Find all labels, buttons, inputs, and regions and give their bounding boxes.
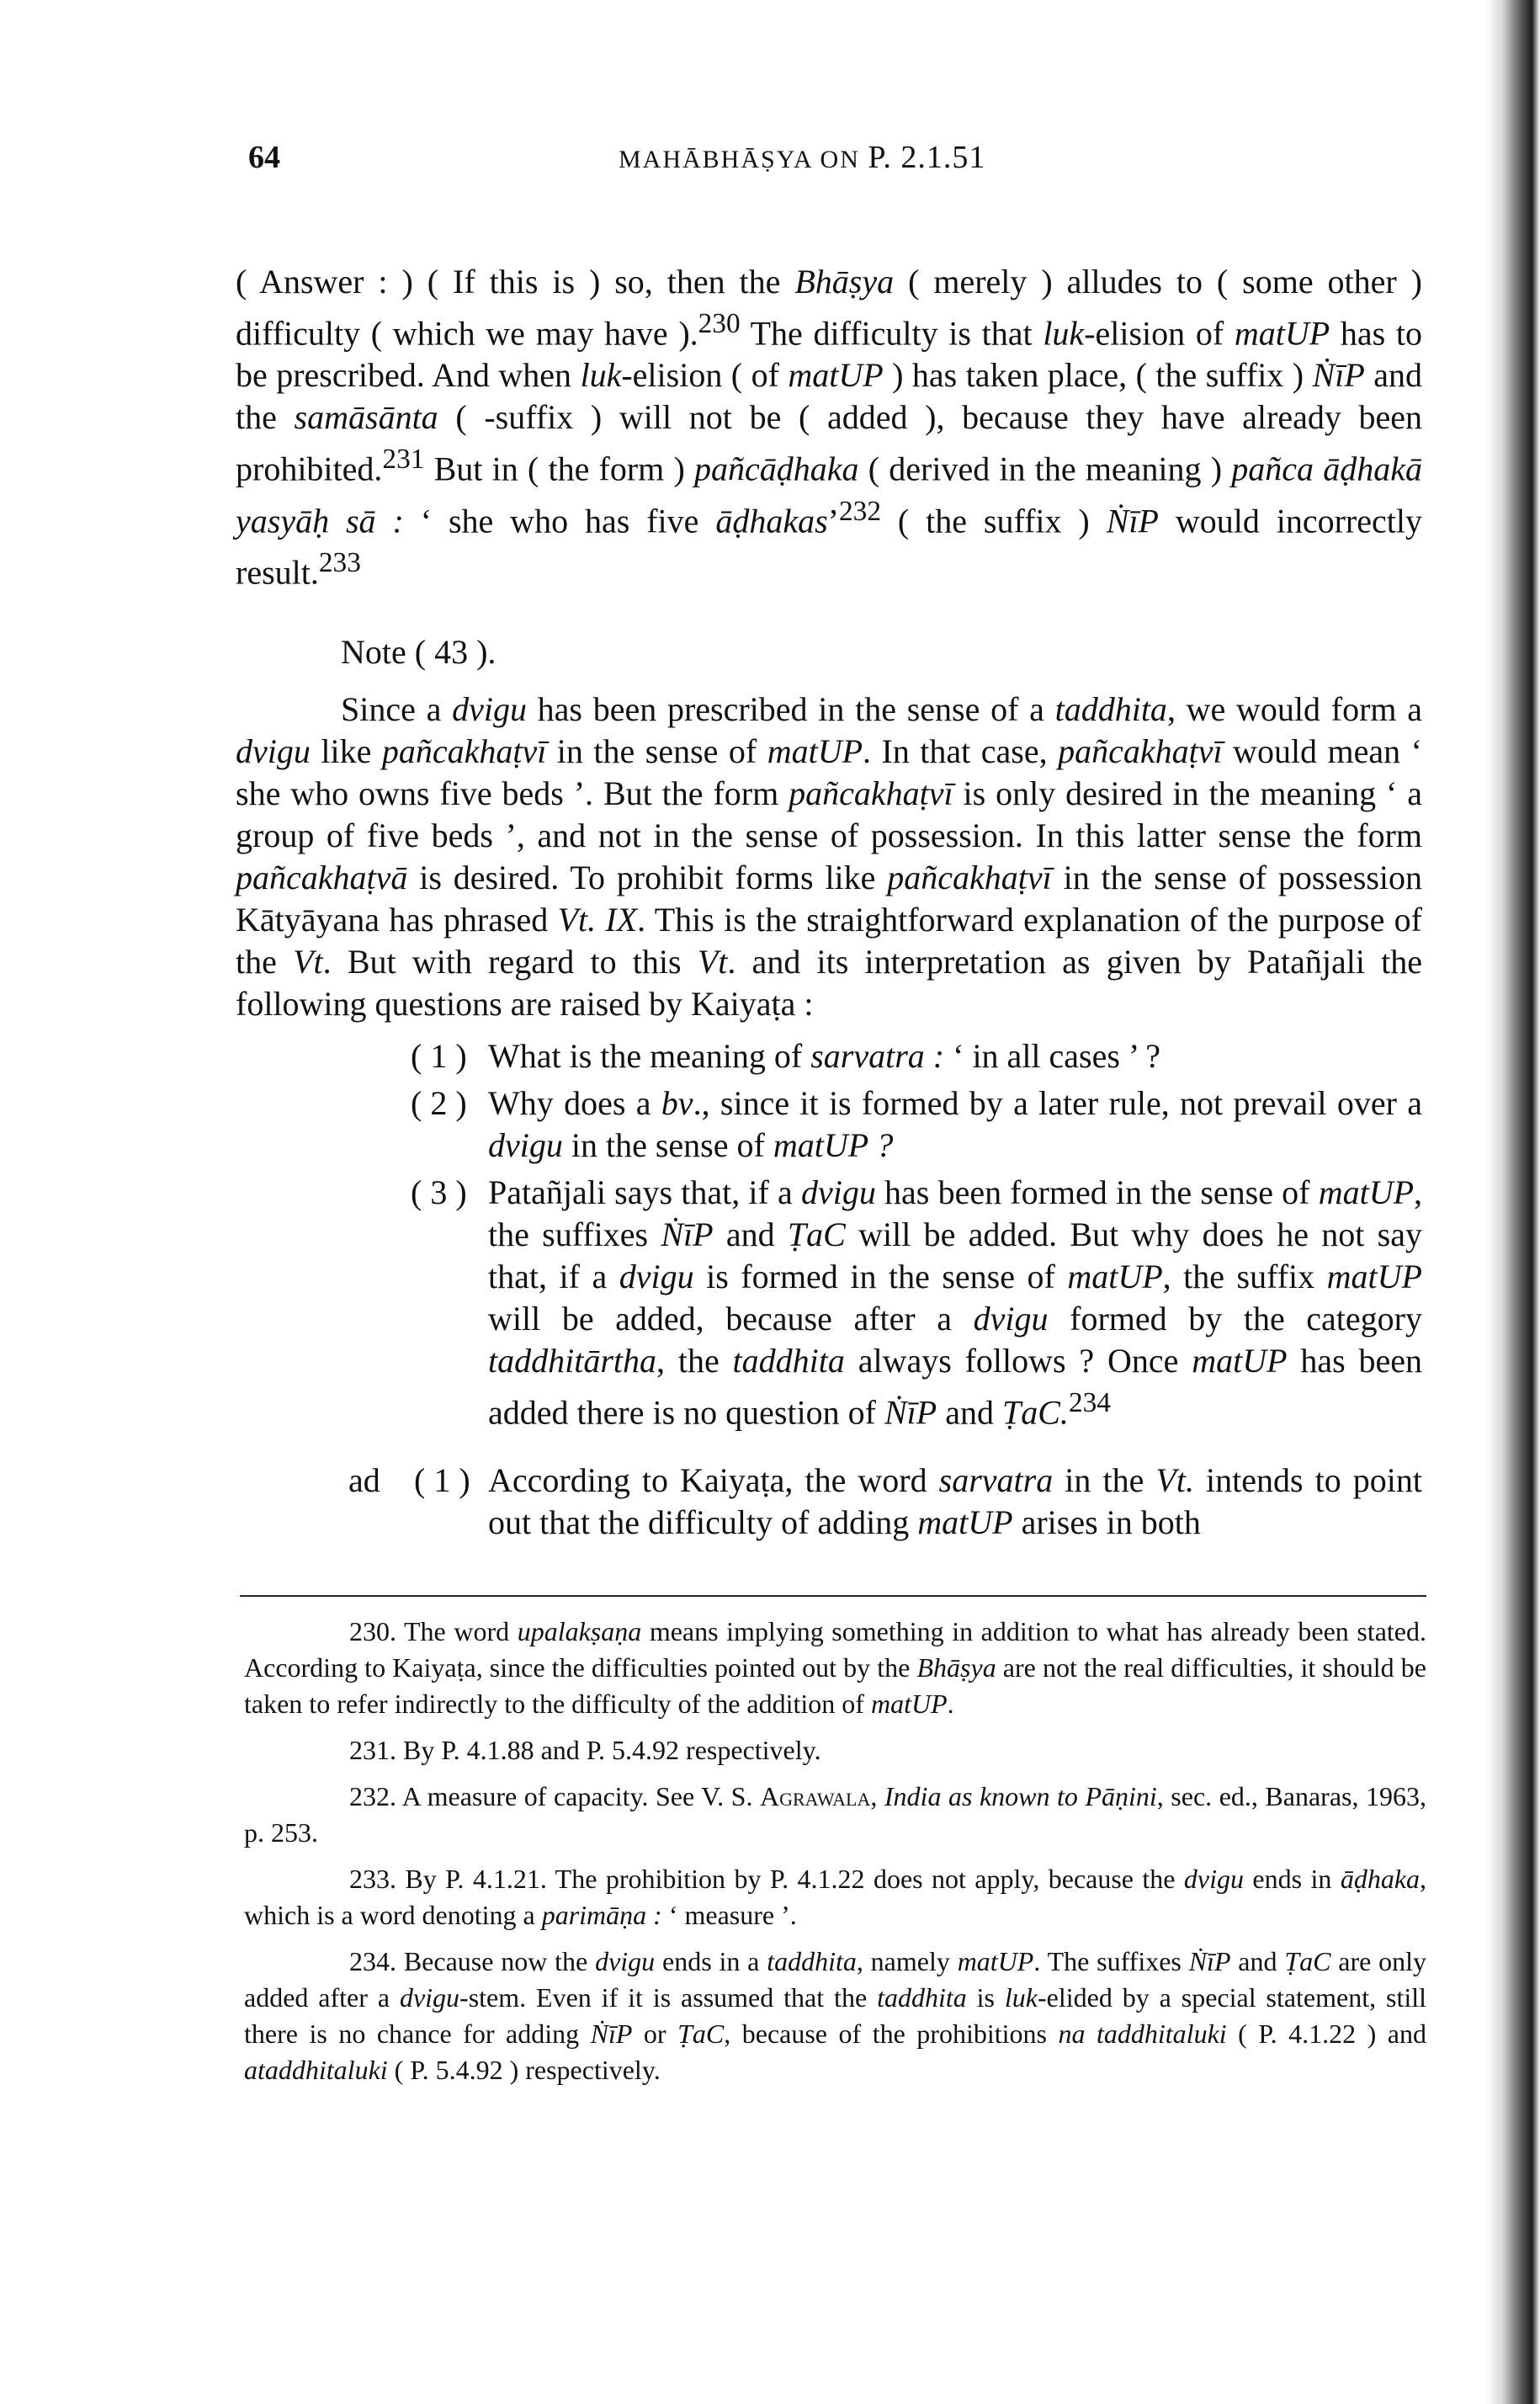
running-title-ref: P. 2.1.51	[868, 140, 986, 175]
question-item: ( 3 ) Patañjali says that, if a dvigu has been formed in the sense of matUP, the suffixes ṄīP and ṬaC will be added. But why does he not say that, if a dvigu is formed in the sense of matUP, the suffix matUP will be added, because after a dvigu formed by the category taddhitārtha, the taddhita always follows ? Once matUP has been added there is no question of ṄīP and ṬaC.$^{234}$	[411, 1173, 1423, 1432]
footnote-rule	[240, 1595, 1426, 1597]
ad-prefix: ad	[348, 1460, 380, 1499]
footnote-234: 234. Because now the dvigu ends in a taddhita, namely matUP. The suffixes ṄīP and ṬaC are only added after a dvigu-stem. Even if it is assumed that the taddhita is luk-elided by a special statement, still there is no chance for adding ṄīP or ṬaC, because of the prohibitions na taddhitaluki ( P. 4.1.22 ) and ataddhitaluki ( P. 5.4.92 ) respectively.	[244, 1946, 1427, 2085]
main-text	[236, 261, 1422, 1544]
running-title-work: MAHĀBHĀṢYA	[619, 146, 813, 173]
footnote-233: 233. By P. 4.1.21. The prohibition by P. 4.1.22 does not apply, because the dvigu ends in āḍhaka, which is a word denoting a parimāṇa : ‘ measure ’.	[244, 1864, 1427, 1930]
question-item: ( 1 ) What is the meaning of sarvatra : ‘ in all cases ’ ?	[236, 1035, 1422, 1077]
question-label: ( 3 )	[411, 1173, 467, 1212]
question-label: ( 2 )	[411, 1084, 467, 1123]
note-heading: Note ( 43 ).	[341, 633, 497, 672]
footnote-ref-233: 233	[318, 546, 361, 578]
footnote-230: 230. The word upalakṣaṇa means implying something in addition to what has already been stated. According to Kaiyaṭa, since the difficulties pointed out by the Bhāṣya are not the real difficulties, it should be taken to refer indirectly to the difficulty of the addition of matUP.	[244, 1616, 1427, 1719]
running-title-on: ON	[812, 146, 868, 173]
footnote-ref-231: 231	[382, 444, 425, 476]
ad-label: ( 1 )	[414, 1460, 470, 1499]
question-item: ( 2 ) Why does a bv., since it is formed by a later rule, not prevail over a dvigu in the sense of matUP ?	[411, 1084, 1423, 1165]
ad-item: ad ( 1 ) According to Kaiyaṭa, the word sarvatra in the Vt. intends to point out that the difficulty of adding matUP arises in both	[348, 1460, 1423, 1541]
page-number: 64	[248, 140, 280, 175]
running-title	[619, 139, 985, 176]
questions-list	[236, 1035, 1422, 1433]
footnote-ref-230: 230	[698, 308, 741, 339]
footnote-ref-234: 234	[1068, 1387, 1111, 1419]
paragraph-answer: ( Answer : ) ( If this is ) so, then the Bhāṣya ( merely ) alludes to ( some other ) difficulty ( which we may have ).$^{230}$ The difficulty is that luk-elision of matUP has to be prescribed. And when luk-elision ( of matUP ) has taken place, ( the suffix ) ṄīP and the samāsānta ( -suffix ) will not be ( added ), because they have already been prohibited.$^{231}$ But in ( the form ) pañcāḍhaka ( derived in the meaning ) pañca āḍhakā yasyāḥ sā : ‘ she who has five āḍhakas’$^{232}$ ( the suffix ) ṄīP would incorrectly result.$^{233}$	[236, 263, 1423, 592]
footnote-232: 232. A measure of capacity. See V. S. Agrawala, India as known to Pāṇini, sec. ed., Banaras, 1963, p. 253.	[244, 1781, 1427, 1848]
footnotes	[244, 1614, 1426, 2098]
page-edge-shadow	[1486, 0, 1540, 2404]
footnote-231: 231. By P. 4.1.88 and P. 5.4.92 respectively.	[349, 1735, 821, 1765]
page-header	[248, 139, 1426, 189]
question-label: ( 1 )	[411, 1037, 467, 1076]
paragraph-note: Since a dvigu has been prescribed in the sense of a taddhita, we would form a dvigu like pañcakhaṭvī in the sense of matUP. In that case, pañcakhaṭvī would mean ‘ she who owns five beds ’. But the form pañcakhaṭvī is only desired in the meaning ‘ a group of five beds ’, and not in the sense of possession. In this latter sense the form pañcakhaṭvā is desired. To prohibit forms like pañcakhaṭvī in the sense of possession Kātyāyana has phrased Vt. IX. This is the straightforward explanation of the purpose of the Vt. But with regard to this Vt. and its interpretation as given by Patañjali the following questions are raised by Kaiyaṭa :	[236, 690, 1423, 1024]
footnote-ref-232: 232	[838, 495, 881, 527]
